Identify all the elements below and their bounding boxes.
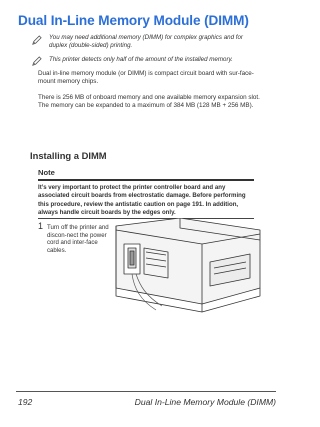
note-2-text: This printer detects only half of the amount of the installed memory. <box>49 56 233 63</box>
note-label: Note <box>38 168 55 177</box>
paragraph-2: There is 256 MB of onboard memory and one available memory expansion slot. The memory can be expanded to a maximum of 384 MB (128 MB + 256 MB). <box>38 94 260 109</box>
page-number: 192 <box>18 397 33 407</box>
note-rule-top <box>38 179 254 181</box>
step-number: 1 <box>38 221 44 231</box>
note-pencil-icon <box>31 35 42 46</box>
section-heading: Installing a DIMM <box>30 150 107 161</box>
footer-title: Dual In-Line Memory Module (DIMM) <box>134 397 276 407</box>
footer-rule <box>16 391 276 392</box>
printer-illustration <box>110 218 262 318</box>
note-pencil-icon <box>31 56 42 67</box>
antistatic-warning: It’s very important to protect the printer controller board and any associated circuit boards from electrostatic damage. Before performing this procedure, review the antistatic caution on page 191. In addition, always handle circuit boards by the edges only. <box>38 184 246 216</box>
paragraph-1: Dual in-line memory module (or DIMM) is compact circuit board with sur-face-mount memory chips. <box>38 70 254 85</box>
note-1-text: You may need additional memory (DIMM) for complex graphics and for duplex (double-sided) printing. <box>49 34 243 49</box>
page-title: Dual In-Line Memory Module (DIMM) <box>18 13 249 28</box>
step-text: Turn off the printer and discon-nect the power cord and inter-face cables. <box>47 224 109 254</box>
